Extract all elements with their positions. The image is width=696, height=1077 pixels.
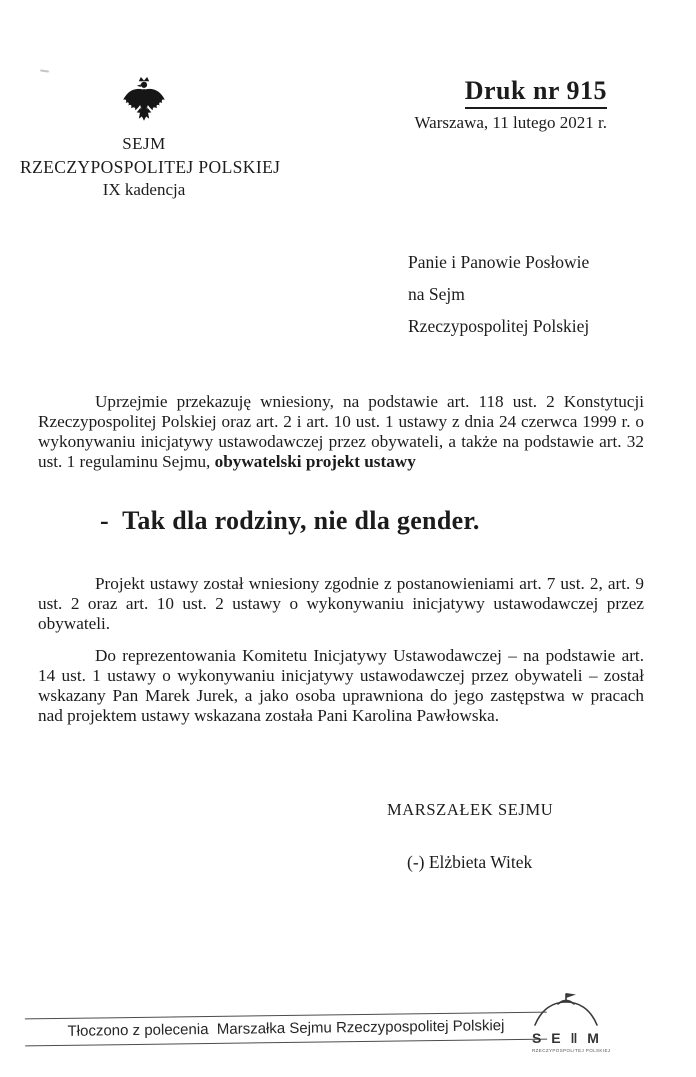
institution-line-1: SEJM xyxy=(122,134,166,153)
print-note-box xyxy=(25,1012,547,1047)
institution-line-2: RZECZYPOSPOLITEJ POLSKIEJ xyxy=(20,156,281,177)
polish-eagle-icon xyxy=(121,76,167,128)
letter-body xyxy=(38,392,644,726)
addressee-line-1: Panie i Panowie Posłowie xyxy=(408,252,590,272)
signer-role: MARSZAŁEK SEJMU xyxy=(387,800,554,819)
signer-name: (-) Elżbieta Witek xyxy=(407,852,533,872)
addressee-block xyxy=(408,246,589,342)
document-number: Druk nr 915 xyxy=(465,76,607,109)
addressee-line-2: na Sejm xyxy=(408,284,465,304)
scan-artifact xyxy=(40,69,49,72)
letterhead xyxy=(20,76,281,199)
paragraph-3: Do reprezentowania Komitetu Inicjatywy Ustawodawczej – na podstawie art. 14 ust. 1 ustawy o wykonywaniu inicjatywy ustawodawczej przez obywateli – został wskazany Pan Marek Jurek, a jako osoba uprawniona do jego zastępstwa w pracach nad projektem ustawy wskazana została Pani Karolina Pawłowska. xyxy=(38,646,644,725)
bill-title: - Tak dla rodziny, nie dla gender. xyxy=(100,506,480,535)
paragraph-intro xyxy=(38,392,644,472)
print-note: Tłoczono z polecenia Marszałka Sejmu Rzeczypospolitej Polskiej xyxy=(67,1017,505,1040)
paragraph-intro-text: Uprzejmie przekazuję wniesiony, na podstawie art. 118 ust. 2 Konstytucji Rzeczypospolitej Polskiej oraz art. 2 i art. 10 ust. 1 ustawy z dnia 24 czerwca 1999 r. o wykonywaniu inicjatywy ustawodawczej przez obywateli, a także na podstawie art. 32 ust. 1 regulaminu Sejmu, xyxy=(38,392,644,471)
sejm-logo xyxy=(532,991,611,1053)
institution-line-3: IX kadencja xyxy=(102,179,186,199)
sejm-logo-caption: RZECZYPOSPOLITEJ POLSKIEJ xyxy=(532,1048,611,1053)
addressee-line-3: Rzeczypospolitej Polskiej xyxy=(408,316,590,336)
document-number-block xyxy=(414,76,607,133)
sejm-logo-letters: S E ‖ M xyxy=(532,1030,602,1046)
place-and-date: Warszawa, 11 lutego 2021 r. xyxy=(414,113,607,132)
paragraph-2: Projekt ustawy został wniesiony zgodnie z postanowieniami art. 7 ust. 2, art. 9 ust. 2 oraz art. 10 ust. 2 ustawy o wykonywaniu inicjatywy ustawodawczej przez obywateli. xyxy=(38,574,644,633)
paragraph-intro-bold: obywatelski projekt ustawy xyxy=(214,452,416,471)
sejm-dome-icon xyxy=(533,991,599,1027)
